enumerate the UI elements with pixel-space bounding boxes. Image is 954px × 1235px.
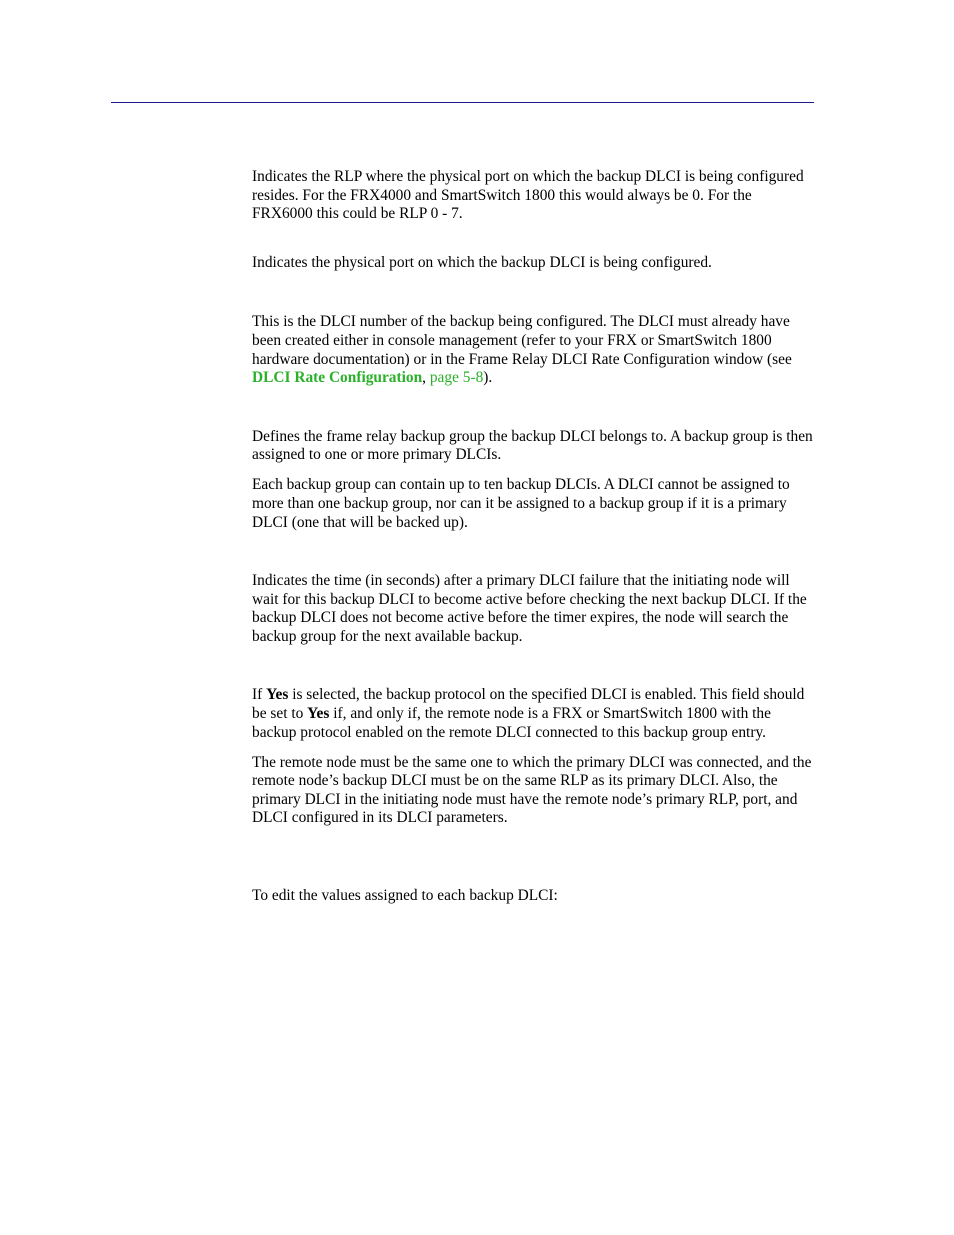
section-timer	[252, 572, 814, 646]
page-content	[252, 168, 814, 906]
protocol-text-c: if, and only if, the remote node is a FRX or SmartSwitch 1800 with the backup protocol enabled on the remote DLCI connected to this backup group entry.	[252, 705, 771, 741]
section-dlci	[252, 313, 814, 387]
section-protocol	[252, 686, 814, 828]
protocol-remote-node: The remote node must be the same one to which the primary DLCI was connected, and the remote node’s backup DLCI must be on the same RLP as its primary DLCI. Also, the primary DLCI in the initiating node must have the remote node’s primary RLP, port, and DLCI configured in its DLCI parameters.	[252, 753, 812, 827]
dlci-text-after: ).	[483, 369, 493, 387]
timer-description: Indicates the time (in seconds) after a primary DLCI failure that the initiating node will wait for this backup DLCI to become active before checking the next backup DLCI. If the backup DLCI does not become active before the timer expires, the node will search the backup group for the next available backup.	[252, 572, 807, 645]
yes-term-1: Yes	[266, 686, 289, 704]
dlci-text-before: This is the DLCI number of the backup being configured. The DLCI must already have been created either in console management (refer to your FRX or SmartSwitch 1800 hardware documentation) or in the Frame Relay DLCI Rate Configuration window (see	[252, 313, 792, 368]
group-limits: Each backup group can contain up to ten backup DLCIs. A DLCI cannot be assigned to more than one backup group, nor can it be assigned to a backup group if it is a primary DLCI (one that will be backed up).	[252, 476, 790, 531]
section-group	[252, 428, 814, 532]
port-description: Indicates the physical port on which the backup DLCI is being configured.	[252, 253, 712, 271]
header-rule	[111, 102, 814, 103]
protocol-text-b: is selected, the backup protocol on the specified DLCI is enabled. This field should be set to	[252, 686, 805, 723]
protocol-description	[252, 686, 814, 742]
group-description: Defines the frame relay backup group the backup DLCI belongs to. A backup group is then assigned to one or more primary DLCIs.	[252, 427, 813, 464]
dlci-comma: ,	[422, 369, 430, 387]
section-rlp	[252, 168, 814, 224]
dlci-description	[252, 313, 814, 387]
section-edit	[252, 887, 814, 906]
dlci-rate-configuration-link[interactable]: DLCI Rate Configuration	[252, 369, 423, 387]
edit-intro: To edit the values assigned to each backup DLCI:	[252, 887, 558, 905]
page-reference-link[interactable]: page 5-8	[429, 369, 484, 387]
protocol-text-a: If	[252, 686, 267, 704]
rlp-description: Indicates the RLP where the physical port on which the backup DLCI is being configured resides. For the FRX4000 and SmartSwitch 1800 this would always be 0. For the FRX6000 this could be RLP 0 - 7.	[252, 168, 804, 223]
yes-term-2: Yes	[307, 705, 330, 723]
section-port	[252, 254, 814, 273]
